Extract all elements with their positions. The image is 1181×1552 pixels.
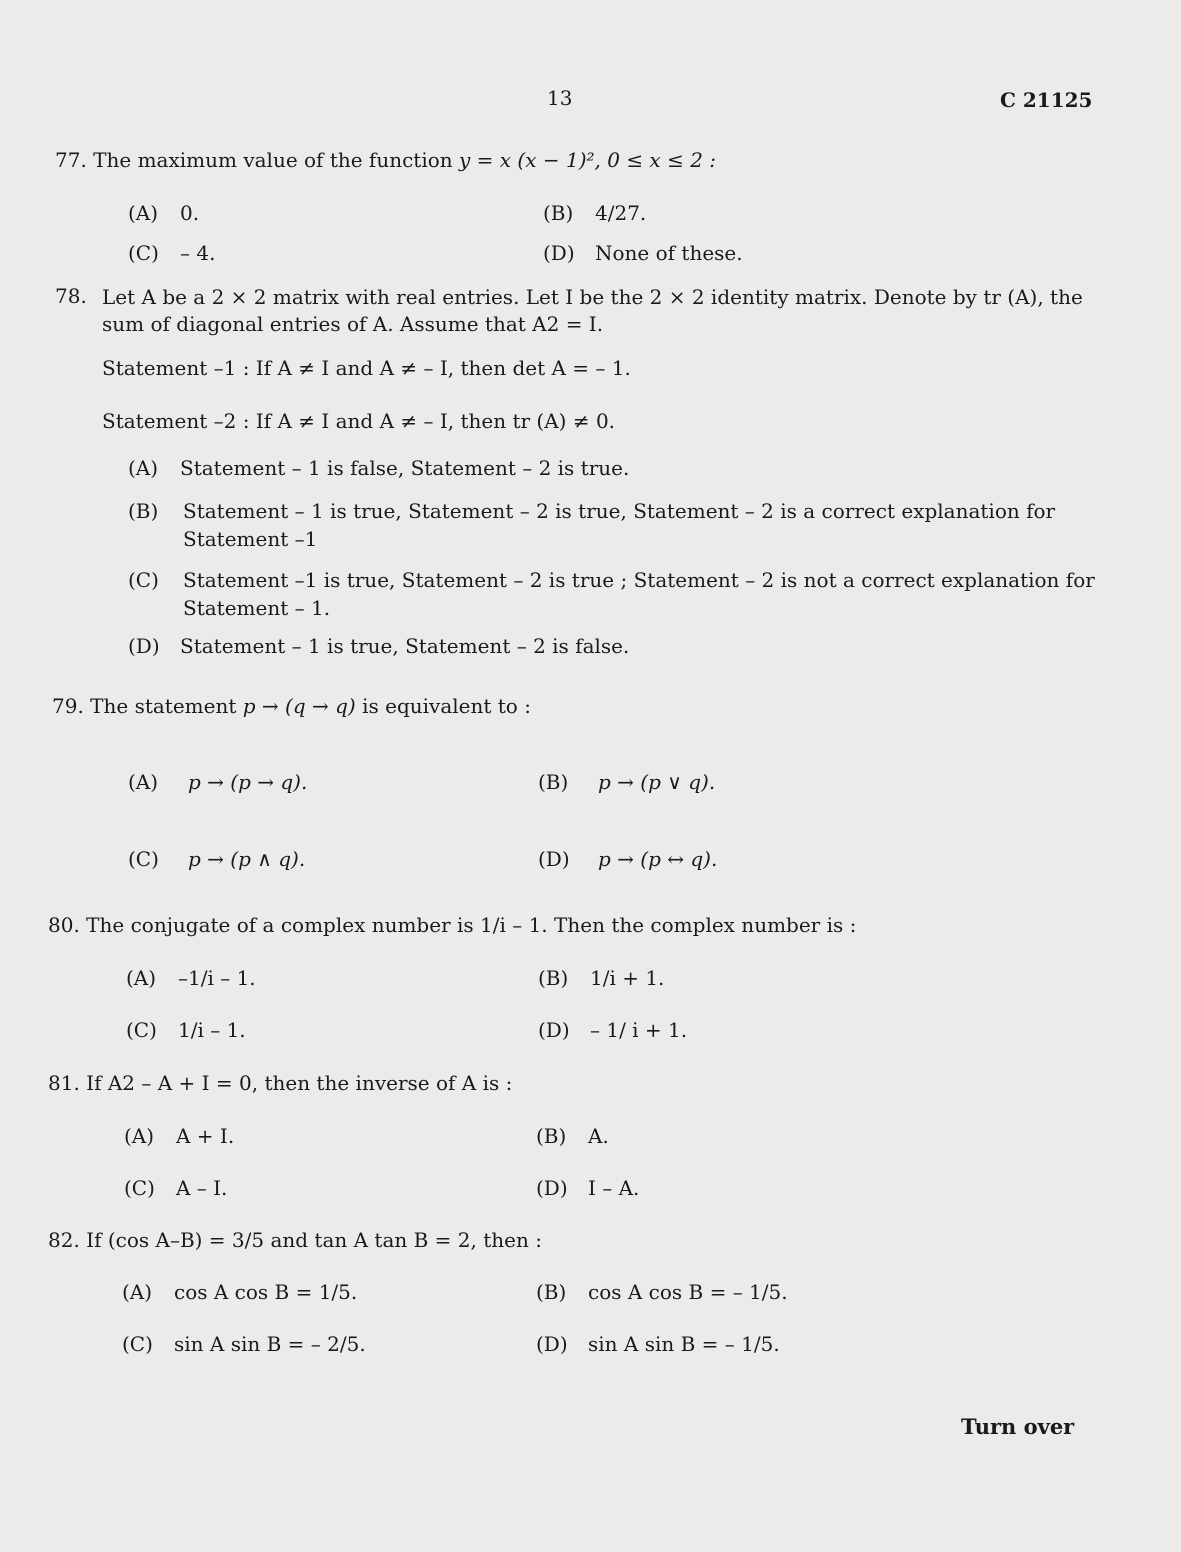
question-81: 81. If A2 – A + I = 0, then the inverse of A is : (48, 1071, 513, 1095)
option-78-a[interactable]: (A) Statement – 1 is false, Statement – 2 is true. (128, 456, 630, 480)
question-math: y = x (x − 1)², 0 ≤ x ≤ 2 : (459, 148, 717, 172)
option-77-b[interactable]: (B) 4/27. (543, 201, 647, 225)
page-number: 13 (547, 86, 573, 110)
question-79: 79. The statement p → (q → q) is equivalent to : (52, 694, 531, 718)
option-81-b[interactable]: (B) A. (536, 1124, 609, 1148)
option-77-a[interactable]: (A) 0. (128, 201, 200, 225)
option-80-b[interactable]: (B) 1/i + 1. (538, 966, 665, 990)
option-78-c[interactable]: (C) Statement –1 is true, Statement – 2 is true ; Statement – 2 is not a correct explanation for Statement – 1. (128, 568, 1095, 620)
option-77-d[interactable]: (D) None of these. (543, 241, 743, 265)
option-79-a[interactable]: (A) p → (p → q). (128, 770, 308, 794)
question-text: The maximum value of the function (93, 148, 453, 172)
option-81-a[interactable]: (A) A + I. (124, 1124, 235, 1148)
option-82-d[interactable]: (D) sin A sin B = – 1/5. (536, 1332, 780, 1356)
option-80-c[interactable]: (C) 1/i – 1. (126, 1018, 246, 1042)
question-78-number: 78. (55, 284, 87, 308)
option-77-c[interactable]: (C) – 4. (128, 241, 216, 265)
turn-over-note: Turn over (961, 1414, 1075, 1439)
question-80: 80. The conjugate of a complex number is 1/i – 1. Then the complex number is : (48, 913, 857, 937)
option-78-d[interactable]: (D) Statement – 1 is true, Statement – 2 is false. (128, 634, 630, 658)
option-80-d[interactable]: (D) – 1/ i + 1. (538, 1018, 688, 1042)
option-79-d[interactable]: (D) p → (p ↔ q). (538, 847, 718, 871)
question-78-text: Let A be a 2 × 2 matrix with real entries. Let I be the 2 × 2 identity matrix. Denote by tr (A), the sum of diagonal entries of A. Assume that A2 = I. (102, 285, 1083, 336)
question-77 (55, 148, 716, 172)
question-82: 82. If (cos A–B) = 3/5 and tan A tan B = 2, then : (48, 1228, 542, 1252)
option-82-a[interactable]: (A) cos A cos B = 1/5. (122, 1280, 358, 1304)
option-79-b[interactable]: (B) p → (p ∨ q). (538, 770, 716, 794)
option-82-c[interactable]: (C) sin A sin B = – 2/5. (122, 1332, 366, 1356)
exam-code: C 21125 (1000, 88, 1093, 112)
option-81-c[interactable]: (C) A – I. (124, 1176, 228, 1200)
option-82-b[interactable]: (B) cos A cos B = – 1/5. (536, 1280, 788, 1304)
statement-2: Statement –2 : If A ≠ I and A ≠ – I, then tr (A) ≠ 0. (102, 409, 616, 433)
statement-1: Statement –1 : If A ≠ I and A ≠ – I, then det A = – 1. (102, 356, 631, 380)
option-80-a[interactable]: (A) –1/i – 1. (126, 966, 256, 990)
option-79-c[interactable]: (C) p → (p ∧ q). (128, 847, 306, 871)
question-number: 77. (55, 148, 87, 172)
option-78-b[interactable]: (B) Statement – 1 is true, Statement – 2 is true, Statement – 2 is a correct explanation for Statement –1 (128, 499, 1056, 551)
option-81-d[interactable]: (D) I – A. (536, 1176, 640, 1200)
